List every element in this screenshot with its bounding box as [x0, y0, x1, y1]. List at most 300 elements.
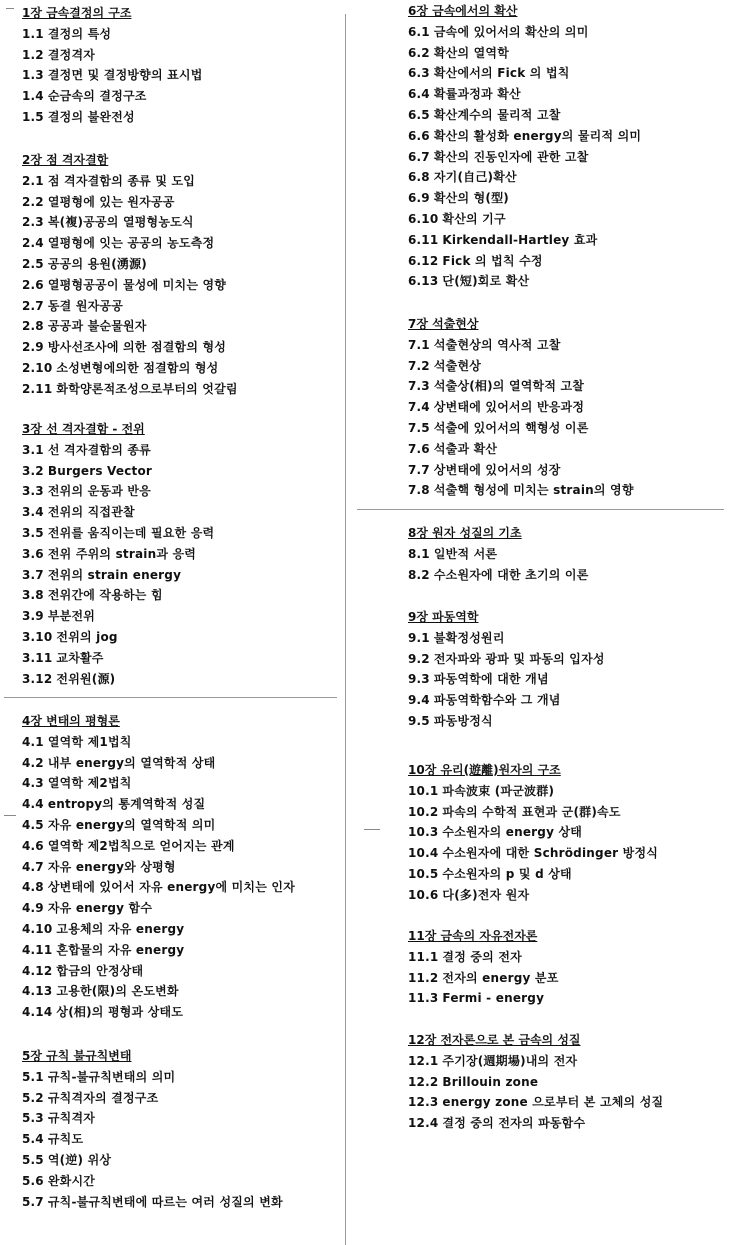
- toc-item: [408, 822, 658, 843]
- toc-item-text: 석출핵 형성에 미치는 strain의 영향: [433, 483, 634, 498]
- toc-item-number: 4.3: [22, 776, 44, 791]
- toc-item-text: 규칙도: [47, 1132, 84, 1147]
- toc-item: [408, 864, 658, 885]
- toc-item-text: 열평형에 있는 원자공공: [47, 194, 175, 209]
- toc-item-number: 10.5: [408, 866, 439, 881]
- toc-item-text: 방사선조사에 의한 점결함의 형성: [47, 340, 227, 355]
- toc-item-text: 수소원자에 대한 초기의 이론: [433, 567, 589, 582]
- toc-item-text: 규칙격자의 결정구조: [47, 1090, 159, 1105]
- toc-item-number: 2.6: [22, 277, 44, 292]
- toc-item: [22, 233, 238, 254]
- toc-item-number: 4.2: [22, 755, 44, 770]
- toc-item-number: 1.5: [22, 109, 44, 124]
- toc-section: [22, 711, 295, 1023]
- toc-item-text: 혼합물의 자유 energy: [56, 942, 185, 957]
- toc-item: [408, 251, 641, 272]
- toc-item-number: 6.4: [408, 87, 430, 102]
- toc-item-text: 수소원자의 energy 상태: [442, 825, 583, 840]
- toc-item-number: 7.5: [408, 420, 430, 435]
- toc-item-text: 결정 중의 전자: [442, 949, 522, 964]
- column-divider: [345, 14, 346, 1245]
- toc-section: [22, 1046, 283, 1212]
- toc-item-list: [408, 628, 605, 732]
- toc-item-number: 2.2: [22, 194, 44, 209]
- toc-item: [408, 711, 605, 732]
- toc-item: [22, 544, 214, 565]
- toc-item-number: 4.5: [22, 817, 44, 832]
- toc-item-number: 3.12: [22, 671, 53, 686]
- chapter-title: 6장 금속에서의 확산: [408, 4, 518, 18]
- toc-item-text: 열평형공공이 물성에 미치는 영향: [47, 277, 227, 292]
- toc-item-number: 4.12: [22, 963, 53, 978]
- toc-item: [408, 230, 641, 251]
- toc-item-list: [408, 781, 658, 906]
- toc-item-number: 1.4: [22, 89, 44, 104]
- toc-item: [408, 188, 641, 209]
- toc-item-text: 확산에서의 Fick 의 법칙: [433, 66, 570, 81]
- toc-item-text: 상변태에 있어서의 성장: [433, 462, 561, 477]
- toc-item-number: 3.2: [22, 463, 44, 478]
- toc-item-text: 결정의 불완전성: [47, 109, 135, 124]
- margin-mark: [6, 8, 14, 9]
- toc-item: [22, 254, 238, 275]
- chapter-title: 1장 금속결정의 구조: [22, 6, 132, 20]
- toc-item-number: 6.10: [408, 211, 439, 226]
- chapter-title: 5장 규칙 불규칙변태: [22, 1049, 132, 1063]
- chapter-title: 3장 선 격자결함 - 전위: [22, 422, 145, 436]
- toc-item: [408, 690, 605, 711]
- toc-item-text: 규칙-불규칙변태의 의미: [47, 1069, 176, 1084]
- toc-item: [22, 794, 295, 815]
- toc-section: [408, 607, 605, 732]
- toc-item: [408, 209, 641, 230]
- toc-item-number: 5.2: [22, 1090, 44, 1105]
- toc-item-number: 6.2: [408, 45, 430, 60]
- toc-item-number: 6.6: [408, 128, 430, 143]
- toc-item: [22, 753, 295, 774]
- toc-item-text: energy zone 으로부터 본 고체의 성질: [442, 1095, 664, 1110]
- toc-item-text: 전자파와 광파 및 파동의 입자성: [433, 651, 605, 666]
- toc-item-text: 확산계수의 물리적 고찰: [433, 107, 561, 122]
- toc-item: [22, 815, 295, 836]
- toc-item-number: 2.10: [22, 360, 53, 375]
- toc-item: [22, 1150, 283, 1171]
- left-section-divider: [4, 697, 337, 698]
- toc-item-number: 3.4: [22, 505, 44, 520]
- toc-item: [22, 919, 295, 940]
- margin-mark: [4, 815, 16, 816]
- toc-item-number: 5.4: [22, 1132, 44, 1147]
- toc-item: [408, 480, 634, 501]
- chapter-title: 11장 금속의 자유전자론: [408, 929, 538, 943]
- toc-item-number: 12.1: [408, 1053, 439, 1068]
- toc-item: [22, 961, 295, 982]
- toc-item: [22, 192, 238, 213]
- toc-item: [22, 1067, 283, 1088]
- toc-item: [408, 167, 641, 188]
- toc-item-number: 7.1: [408, 337, 430, 352]
- toc-item-text: 확산의 활성화 energy의 물리적 의미: [433, 128, 642, 143]
- toc-item-number: 4.10: [22, 921, 53, 936]
- toc-item: [22, 45, 203, 66]
- toc-item-text: 석출에 있어서의 핵형성 이론: [433, 420, 589, 435]
- toc-item-text: 전위의 운동과 반응: [47, 484, 151, 499]
- toc-item: [22, 1171, 283, 1192]
- toc-item: [22, 481, 214, 502]
- toc-item: [408, 126, 641, 147]
- toc-item-number: 6.12: [408, 253, 439, 268]
- toc-item-number: 6.8: [408, 170, 430, 185]
- toc-item-list: [408, 335, 634, 501]
- toc-item-number: 11.3: [408, 991, 439, 1006]
- toc-item: [408, 335, 634, 356]
- toc-item-text: 파동역학에 대한 개념: [433, 672, 549, 687]
- chapter-title: 2장 점 격자결함: [22, 153, 109, 167]
- toc-item-number: 6.5: [408, 107, 430, 122]
- toc-item-text: 결정격자: [47, 47, 96, 62]
- toc-section: [22, 419, 214, 689]
- toc-item-number: 4.1: [22, 734, 44, 749]
- toc-item-text: 내부 energy의 열역학적 상태: [47, 755, 216, 770]
- toc-item-text: 복(複)공공의 열평형농도식: [47, 215, 194, 230]
- toc-item-text: 규칙-불규칙변태에 따르는 여러 성질의 변화: [47, 1194, 283, 1209]
- toc-item-number: 6.9: [408, 191, 430, 206]
- toc-item-number: 12.4: [408, 1116, 439, 1131]
- toc-item-number: 9.2: [408, 651, 430, 666]
- toc-item-text: 자유 energy 함수: [47, 901, 153, 916]
- toc-item-text: 동결 원자공공: [47, 298, 123, 313]
- toc-item-number: 9.1: [408, 630, 430, 645]
- margin-mark: [364, 829, 380, 830]
- toc-item: [408, 947, 559, 968]
- toc-item: [408, 781, 658, 802]
- toc-item-number: 9.3: [408, 672, 430, 687]
- toc-item: [22, 316, 238, 337]
- toc-item-text: Fermi - energy: [442, 991, 545, 1006]
- toc-item-text: 전자의 energy 분포: [442, 970, 559, 985]
- toc-item-number: 6.13: [408, 274, 439, 289]
- toc-item-text: 완화시간: [47, 1173, 96, 1188]
- toc-item-text: 소성변형에의한 점결함의 형성: [56, 360, 219, 375]
- toc-item: [408, 63, 641, 84]
- toc-item-text: entropy의 통계역학적 성질: [47, 797, 206, 812]
- toc-item: [22, 1088, 283, 1109]
- toc-item: [22, 773, 295, 794]
- right-section-divider: [357, 509, 724, 510]
- toc-section: [408, 926, 559, 1009]
- toc-item: [22, 857, 295, 878]
- toc-item-text: 합금의 안정상태: [56, 963, 144, 978]
- toc-item: [408, 460, 634, 481]
- toc-item-text: 자유 energy와 상평형: [47, 859, 176, 874]
- toc-item-number: 3.5: [22, 525, 44, 540]
- toc-item: [408, 968, 559, 989]
- toc-item: [408, 843, 658, 864]
- toc-item: [22, 502, 214, 523]
- toc-item-text: 부분전위: [47, 609, 96, 624]
- toc-item: [22, 669, 214, 690]
- toc-item-number: 4.7: [22, 859, 44, 874]
- toc-item-text: Fick 의 법칙 수정: [442, 253, 543, 268]
- toc-item-text: 확산의 형(型): [433, 191, 509, 206]
- chapter-title: 12장 전자론으로 본 금속의 성질: [408, 1033, 581, 1047]
- toc-item-text: 역(逆) 위상: [47, 1152, 112, 1167]
- toc-item-number: 3.7: [22, 567, 44, 582]
- toc-item: [408, 1092, 663, 1113]
- toc-item-number: 2.8: [22, 319, 44, 334]
- toc-item-list: [22, 171, 238, 400]
- chapter-title: 8장 원자 성질의 기초: [408, 526, 522, 540]
- toc-item-number: 3.3: [22, 484, 44, 499]
- toc-item-text: 확률과정과 확산: [433, 87, 521, 102]
- toc-section: [408, 1, 641, 292]
- toc-item-number: 2.7: [22, 298, 44, 313]
- toc-item-number: 8.2: [408, 567, 430, 582]
- toc-item-number: 7.8: [408, 483, 430, 498]
- toc-item: [408, 1072, 663, 1093]
- toc-item-number: 2.4: [22, 236, 44, 251]
- toc-item: [408, 669, 605, 690]
- toc-item: [408, 628, 605, 649]
- toc-item-number: 6.3: [408, 66, 430, 81]
- toc-item-text: 열역학 제2법칙으로 얻어지는 관계: [47, 838, 235, 853]
- toc-item-list: [408, 22, 641, 292]
- toc-item: [408, 418, 634, 439]
- toc-item-number: 5.6: [22, 1173, 44, 1188]
- toc-item: [22, 296, 238, 317]
- chapter-title: 7장 석출현상: [408, 317, 479, 331]
- toc-item-text: 전위의 직접관찰: [47, 505, 135, 520]
- toc-item: [22, 940, 295, 961]
- toc-item-text: 열평형에 잇는 공공의 농도측정: [47, 236, 215, 251]
- toc-item-list: [408, 1051, 663, 1134]
- toc-item-text: 확산의 진동인자에 관한 고찰: [433, 149, 589, 164]
- toc-item-number: 2.9: [22, 340, 44, 355]
- toc-item-text: 수소원자에 대한 Schrödinger 방정식: [442, 846, 659, 861]
- toc-item-text: 일반적 서론: [433, 546, 498, 561]
- toc-item: [408, 544, 589, 565]
- toc-item: [22, 212, 238, 233]
- toc-item: [408, 147, 641, 168]
- toc-item-text: Brillouin zone: [442, 1074, 539, 1089]
- toc-item: [408, 649, 605, 670]
- toc-item: [22, 358, 238, 379]
- toc-item-number: 2.11: [22, 381, 53, 396]
- toc-item-text: 고용한(限)의 온도변화: [56, 984, 179, 999]
- toc-item-number: 2.1: [22, 173, 44, 188]
- toc-item: [22, 585, 214, 606]
- chapter-title: 4장 변태의 평형론: [22, 714, 120, 728]
- toc-item-text: 고용체의 자유 energy: [56, 921, 185, 936]
- toc-item: [408, 105, 641, 126]
- toc-item-number: 2.3: [22, 215, 44, 230]
- toc-item-text: 규칙격자: [47, 1111, 96, 1126]
- toc-item-text: 파동역학함수와 그 개념: [433, 693, 561, 708]
- toc-item-number: 6.7: [408, 149, 430, 164]
- toc-item: [22, 565, 214, 586]
- toc-item: [22, 440, 214, 461]
- toc-item-list: [22, 732, 295, 1023]
- toc-item-text: 상변태에 있어서 자유 energy에 미치는 인자: [47, 880, 295, 895]
- toc-item-number: 1.2: [22, 47, 44, 62]
- toc-item-number: 7.4: [408, 400, 430, 415]
- toc-item: [22, 1108, 283, 1129]
- toc-item: [408, 885, 658, 906]
- toc-item-text: 열역학 제2법칙: [47, 776, 132, 791]
- toc-item: [22, 877, 295, 898]
- toc-item: [22, 379, 238, 400]
- toc-item-text: 열역학 제1법칙: [47, 734, 132, 749]
- toc-item-number: 3.8: [22, 588, 44, 603]
- toc-item-number: 5.1: [22, 1069, 44, 1084]
- toc-item: [408, 802, 658, 823]
- toc-item-number: 10.1: [408, 783, 439, 798]
- chapter-title: 9장 파동역학: [408, 610, 479, 624]
- toc-item: [408, 43, 641, 64]
- toc-item: [22, 24, 203, 45]
- toc-item: [22, 1129, 283, 1150]
- toc-item-text: 다(多)전자 원자: [442, 887, 530, 902]
- toc-item-text: 석출현상: [433, 358, 482, 373]
- toc-item-text: 전위원(源): [56, 671, 116, 686]
- toc-item-number: 11.1: [408, 949, 439, 964]
- toc-section: [22, 150, 238, 400]
- toc-item-text: 석출과 확산: [433, 441, 498, 456]
- chapter-title: 10장 유리(遊離)원자의 구조: [408, 763, 561, 777]
- toc-item-number: 4.4: [22, 797, 44, 812]
- toc-item-text: 결정의 특성: [47, 26, 112, 41]
- toc-section: [408, 523, 589, 585]
- toc-section: [408, 314, 634, 501]
- toc-item: [408, 22, 641, 43]
- toc-item-number: 7.7: [408, 462, 430, 477]
- toc-item-number: 3.10: [22, 629, 53, 644]
- toc-item-text: 상(相)의 평형과 상태도: [56, 1005, 184, 1020]
- toc-item-number: 7.6: [408, 441, 430, 456]
- toc-item: [22, 275, 238, 296]
- toc-item: [22, 523, 214, 544]
- toc-item-text: 석출현상의 역사적 고찰: [433, 337, 561, 352]
- toc-item-text: 파속波束 (파군波群): [442, 783, 555, 798]
- toc-item-text: 석출상(相)의 열역학적 고찰: [433, 379, 585, 394]
- toc-item-text: 전위 주위의 strain과 응력: [47, 546, 197, 561]
- toc-item: [408, 1051, 663, 1072]
- toc-item: [408, 356, 634, 377]
- toc-item-text: 파속의 수학적 표현과 군(群)속도: [442, 804, 621, 819]
- toc-item-list: [22, 24, 203, 128]
- toc-item-text: 전위의 strain energy: [47, 567, 182, 582]
- toc-item-text: 상변태에 있어서의 반응과정: [433, 400, 585, 415]
- toc-item-list: [408, 947, 559, 1009]
- toc-item: [22, 627, 214, 648]
- toc-item-text: 파동방정식: [433, 713, 493, 728]
- toc-item-number: 8.1: [408, 546, 430, 561]
- toc-item-number: 5.3: [22, 1111, 44, 1126]
- toc-item-number: 9.5: [408, 713, 430, 728]
- toc-item-number: 1.1: [22, 26, 44, 41]
- toc-item-text: 수소원자의 p 및 d 상태: [442, 866, 572, 881]
- toc-item-text: 선 격자결함의 종류: [47, 442, 151, 457]
- toc-item: [22, 337, 238, 358]
- toc-item-number: 6.1: [408, 24, 430, 39]
- toc-item-text: 순금속의 결정구조: [47, 89, 147, 104]
- toc-item-number: 5.7: [22, 1194, 44, 1209]
- toc-item-number: 5.5: [22, 1152, 44, 1167]
- toc-item-number: 3.6: [22, 546, 44, 561]
- toc-item-number: 4.11: [22, 942, 53, 957]
- toc-item: [22, 606, 214, 627]
- toc-section: [408, 1030, 663, 1134]
- toc-item-list: [408, 544, 589, 586]
- toc-item: [22, 1002, 295, 1023]
- toc-item-number: 10.2: [408, 804, 439, 819]
- toc-item-number: 12.2: [408, 1074, 439, 1089]
- toc-item: [22, 107, 203, 128]
- toc-item-number: 4.9: [22, 901, 44, 916]
- toc-item-number: 3.9: [22, 609, 44, 624]
- toc-item-number: 3.1: [22, 442, 44, 457]
- toc-item-number: 10.4: [408, 846, 439, 861]
- toc-item-text: Kirkendall-Hartley 효과: [442, 232, 598, 247]
- toc-item-list: [22, 440, 214, 690]
- toc-item-number: 12.3: [408, 1095, 439, 1110]
- toc-item-text: 확산의 기구: [442, 211, 506, 226]
- toc-item-text: 자기(自己)확산: [433, 170, 517, 185]
- toc-item-number: 4.6: [22, 838, 44, 853]
- toc-item: [22, 898, 295, 919]
- toc-item-number: 10.6: [408, 887, 439, 902]
- toc-item-number: 4.14: [22, 1005, 53, 1020]
- toc-item-text: 주기장(週期場)내의 전자: [442, 1053, 578, 1068]
- toc-item-number: 4.13: [22, 984, 53, 999]
- toc-item-number: 3.11: [22, 650, 53, 665]
- toc-item-number: 9.4: [408, 693, 430, 708]
- toc-item-number: 4.8: [22, 880, 44, 895]
- toc-item: [22, 732, 295, 753]
- toc-item-number: 1.3: [22, 68, 44, 83]
- toc-section: [408, 760, 658, 906]
- toc-item-text: 전위간에 작용하는 힘: [47, 588, 163, 603]
- toc-item: [22, 171, 238, 192]
- toc-item-text: Burgers Vector: [47, 463, 153, 478]
- toc-item-number: 6.11: [408, 232, 439, 247]
- toc-item: [22, 648, 214, 669]
- toc-item-number: 7.3: [408, 379, 430, 394]
- toc-item-list: [22, 1067, 283, 1213]
- toc-item: [22, 981, 295, 1002]
- toc-item-text: 화학양론적조성으로부터의 엇갈림: [56, 381, 238, 396]
- toc-item: [408, 439, 634, 460]
- toc-item-number: 11.2: [408, 970, 439, 985]
- toc-item-text: 점 격자결함의 종류 및 도입: [47, 173, 196, 188]
- toc-item-text: 전위를 움직이는데 필요한 응력: [47, 525, 215, 540]
- toc-item-text: 공공의 용원(湧源): [47, 256, 147, 271]
- toc-item: [408, 84, 641, 105]
- toc-item-text: 불확정성원리: [433, 630, 505, 645]
- toc-item-text: 금속에 있어서의 확산의 의미: [433, 24, 589, 39]
- toc-item: [408, 376, 634, 397]
- toc-item: [22, 1192, 283, 1213]
- toc-item: [408, 565, 589, 586]
- toc-item: [22, 65, 203, 86]
- toc-item-text: 단(短)회로 확산: [442, 274, 530, 289]
- toc-item: [408, 271, 641, 292]
- toc-item-text: 전위의 jog: [56, 629, 118, 644]
- toc-item: [408, 988, 559, 1009]
- toc-item-number: 10.3: [408, 825, 439, 840]
- toc-item-text: 결정 중의 전자의 파동함수: [442, 1116, 586, 1131]
- toc-item-text: 결정면 및 결정방향의 표시법: [47, 68, 203, 83]
